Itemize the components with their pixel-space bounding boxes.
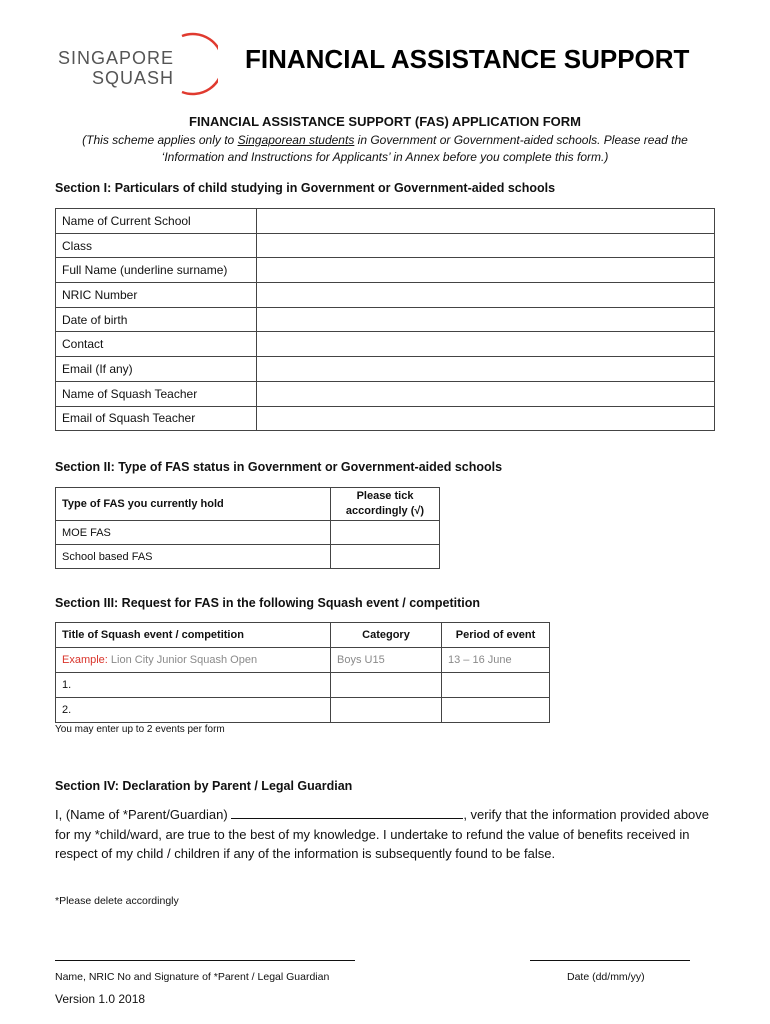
email-field[interactable] [257,357,715,382]
school-fas-tick-cell[interactable] [331,545,440,569]
tick-header [331,488,440,521]
table-row [56,307,715,332]
table-row [56,258,715,283]
full-name-field[interactable] [257,258,715,283]
event-title-header: Title of Squash event / competition [56,623,331,648]
intro-text [40,132,730,166]
fas-type-label: MOE FAS [56,521,331,545]
events-note: You may enter up to 2 events per form [55,724,225,735]
table-row [56,357,715,382]
table-row [56,673,550,698]
example-label: Example: [62,654,108,666]
event-row-2[interactable]: 2. [56,698,331,723]
school-name-field[interactable] [257,209,715,234]
row-label: Full Name (underline surname) [56,258,257,283]
logo-arc-icon [176,32,218,96]
section2-title: Section II: Type of FAS status in Government or Government-aided schools [55,460,503,474]
row-label: Email of Squash Teacher [56,406,257,431]
row-label: Date of birth [56,307,257,332]
dob-field[interactable] [257,307,715,332]
event-row-1[interactable]: 1. [56,673,331,698]
table-row [56,545,440,569]
teacher-email-field[interactable] [257,406,715,431]
example-period: 13 – 16 June [442,648,550,673]
table-row [56,381,715,406]
tick-header-line1: Please tick [356,490,414,502]
table-row [56,209,715,234]
period-header: Period of event [442,623,550,648]
page-title: FINANCIAL ASSISTANCE SUPPORT [245,44,690,74]
logo-text-line2: SQUASH [92,68,175,88]
logo-text-line1: SINGAPORE [58,48,175,68]
section1-table [55,208,715,431]
row-label: NRIC Number [56,283,257,308]
intro-part2: in Government or Government-aided schools. Please read the [354,133,688,147]
category-field-2[interactable] [331,698,442,723]
fas-type-label: School based FAS [56,545,331,569]
fas-type-header: Type of FAS you currently hold [56,488,331,521]
tick-header-line2: accordingly (√) [345,505,425,517]
section1-title: Section I: Particulars of child studying in Government or Government-aided schools [55,181,556,195]
example-event: Lion City Junior Squash Open [107,654,258,666]
table-row [56,521,440,545]
intro-part1: (This scheme applies only to [82,133,238,147]
declaration-text [55,804,725,864]
section2-table [55,487,440,569]
form-title: FINANCIAL ASSISTANCE SUPPORT (FAS) APPLICATION FORM [189,114,581,129]
row-label: Email (If any) [56,357,257,382]
table-row [56,233,715,258]
table-row [56,406,715,431]
row-label: Name of Current School [56,209,257,234]
delete-note: *Please delete accordingly [55,895,179,907]
period-field-2[interactable] [442,698,550,723]
period-field-1[interactable] [442,673,550,698]
section3-title: Section III: Request for FAS in the following Squash event / competition [55,596,481,610]
nric-field[interactable] [257,283,715,308]
category-header: Category [331,623,442,648]
section3-table [55,622,550,723]
table-row [56,332,715,357]
table-row [56,698,550,723]
intro-line2: ‘Information and Instructions for Applicants’ in Annex before you complete this form.) [161,150,609,164]
row-label: Class [56,233,257,258]
version-text: Version 1.0 2018 [55,992,146,1006]
intro-underlined: Singaporean students [237,133,355,147]
section4-title: Section IV: Declaration by Parent / Legal Guardian [55,779,353,793]
signature-line[interactable] [55,960,355,961]
singapore-squash-logo [58,32,218,96]
moe-fas-tick-cell[interactable] [331,521,440,545]
table-row [56,648,550,673]
date-label: Date (dd/mm/yy) [567,971,645,983]
date-line[interactable] [530,960,690,961]
row-label: Contact [56,332,257,357]
declaration-start: I, (Name of *Parent/Guardian) [55,807,232,822]
contact-field[interactable] [257,332,715,357]
row-label: Name of Squash Teacher [56,381,257,406]
example-event-cell [56,648,331,673]
table-header-row [56,623,550,648]
guardian-name-field[interactable] [231,804,463,819]
declaration-rest: , verify that the information provided above for my *child/ward, are true to the best of my knowledge. I undertake to refund the value of benefits received in respect of my child / children if any of the information is subsequently found to be false. [55,807,710,861]
table-row [56,283,715,308]
class-field[interactable] [257,233,715,258]
teacher-name-field[interactable] [257,381,715,406]
signature-label: Name, NRIC No and Signature of *Parent / Legal Guardian [55,971,330,983]
example-category: Boys U15 [331,648,442,673]
category-field-1[interactable] [331,673,442,698]
table-header-row [56,488,440,521]
